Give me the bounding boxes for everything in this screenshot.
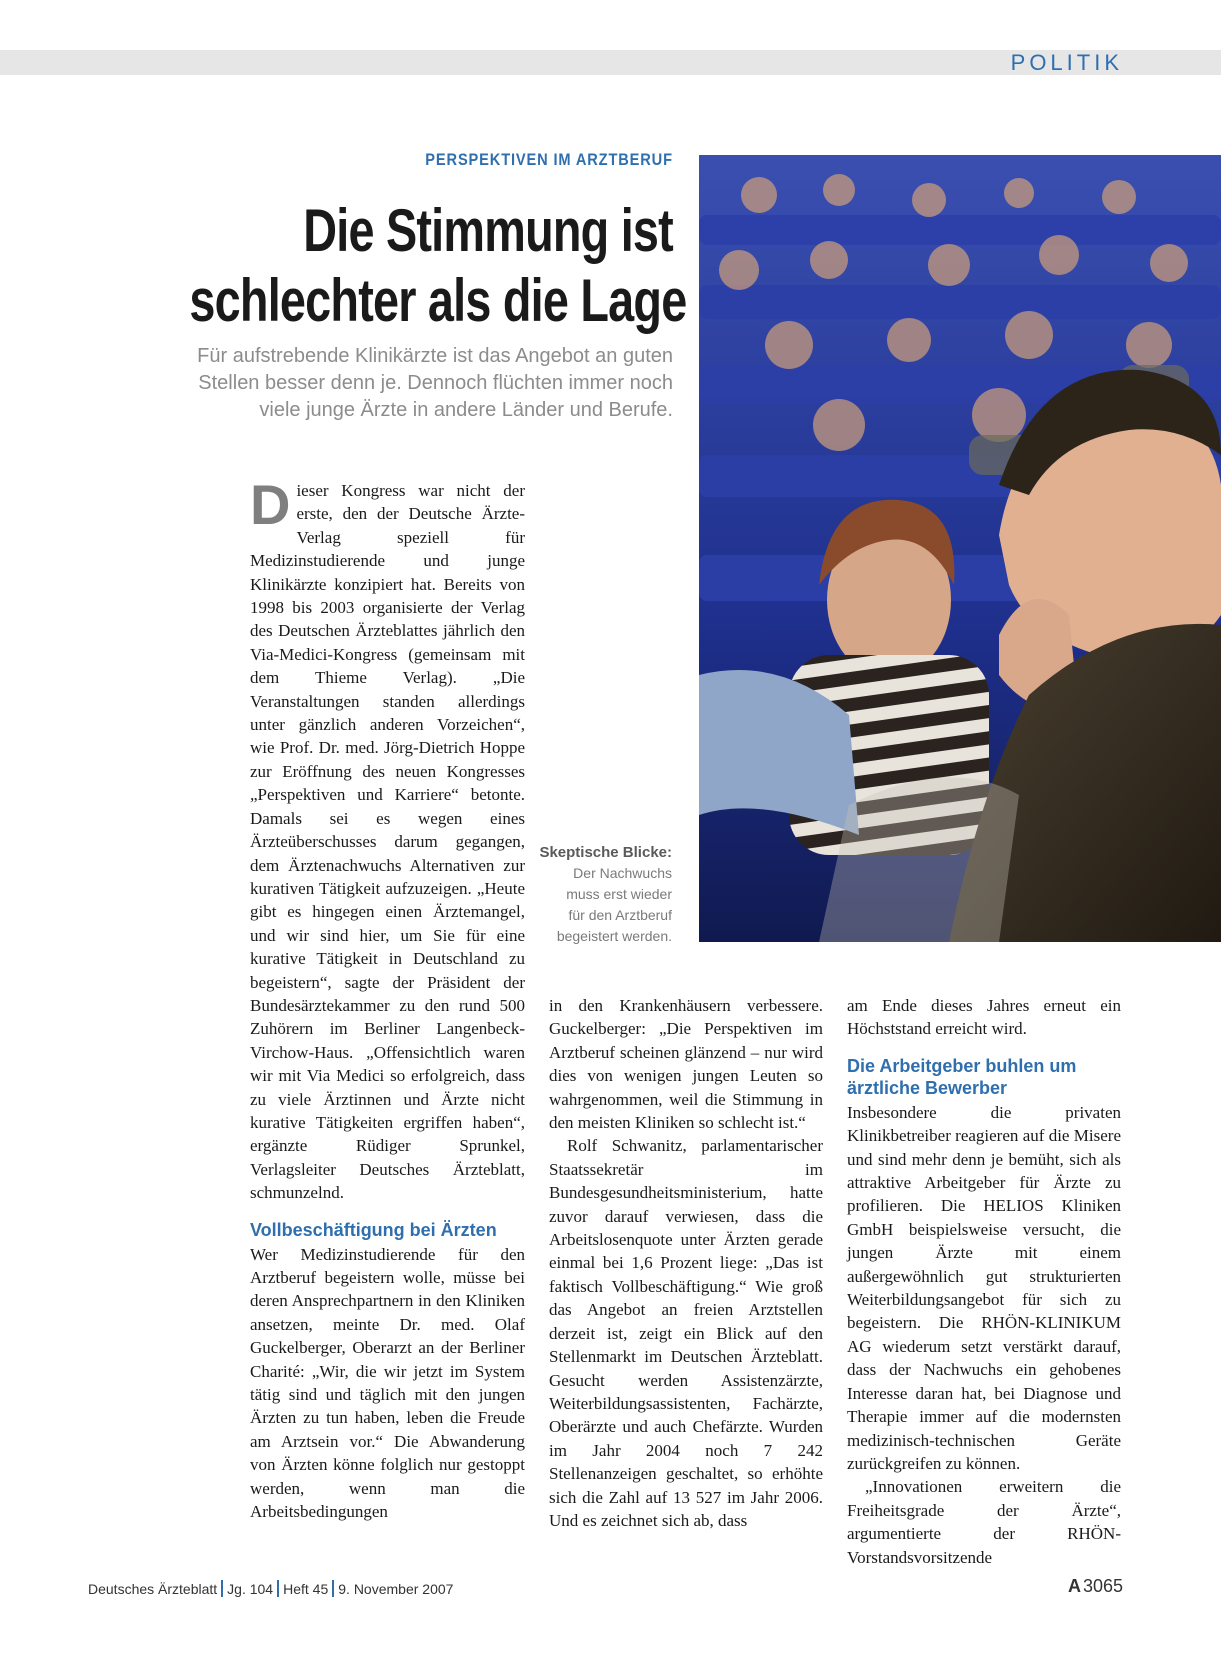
teaser-line-1: Für aufstrebende Klinikärzte ist das Angebot an guten <box>197 345 673 367</box>
page-footer <box>88 1580 453 1597</box>
paragraph: am Ende dieses Jahres erneut ein Höchststand erreicht wird. <box>847 996 1121 1039</box>
caption-title: Skeptische Blicke: <box>539 844 672 861</box>
paragraph: in den Krankenhäusern verbessere. Guckelberger: „Die Perspektiven im Arztberuf scheinen glänzend – nur wird dies von wenigen jungen Leuten so wahrgenommen, weil die Stimmung in den meisten Kliniken so schlecht ist.“ <box>549 996 823 1133</box>
journal-issue: Heft 45 <box>283 1581 329 1597</box>
page-number-value: 3065 <box>1082 1576 1123 1596</box>
section-label: POLITIK <box>1010 50 1123 75</box>
text-column-2 <box>549 994 823 1532</box>
article-photo <box>699 155 1221 942</box>
teaser-line-2: Stellen besser denn je. Dennoch flüchten immer noch <box>198 372 673 394</box>
text-column-3 <box>847 994 1121 1569</box>
headline-line-1: Die Stimmung ist <box>303 197 673 264</box>
caption-line-2: muss erst wieder <box>566 886 672 902</box>
caption-line-1: Der Nachwuchs <box>573 865 672 881</box>
teaser-line-3: viele junge Ärzte in andere Länder und Berufe. <box>259 399 673 421</box>
photo-caption <box>520 842 672 947</box>
divider <box>277 1580 279 1597</box>
subheading-line-2: ärztliche Bewerber <box>847 1077 1008 1098</box>
lecture-hall-photo <box>699 155 1221 942</box>
drop-cap: D <box>250 473 291 536</box>
caption-line-3: für den Arztberuf <box>568 907 672 923</box>
page-number <box>1068 1576 1123 1597</box>
subheading-line-1: Die Arbeitgeber buhlen um <box>847 1055 1077 1076</box>
subheading <box>847 1055 1121 1099</box>
paragraph: Insbesondere die privaten Klinikbetreiber reagieren auf die Misere und sind mehr denn je bemüht, sich als attraktive Arbeitgeber für Ärzte zu profilieren. Die HELIOS Kliniken GmbH beispielsweise versucht, die jungen Ärzte mit einem außergewöhnlich gut strukturierten Weiterbildungsangebot für sich zu begeistern. Die RHÖN-KLINIKUM AG wiederum setzt verstärkt darauf, dass der Nachwuchs ein gehobenes Interesse daran hat, bei Diagnose und Therapie immer auf die modernsten medizinisch-technischen Geräte zurückgreifen zu können. <box>847 1102 1121 1473</box>
divider <box>332 1580 334 1597</box>
text-column-1 <box>250 473 525 1523</box>
journal-name: Deutsches Ärzteblatt <box>88 1581 218 1597</box>
paragraph-text: ieser Kongress war nicht der erste, den der Deutsche Ärzte-Verlag speziell für Medizinstudierende und junge Klinikärzte konzipiert hat. Bereits von 1998 bis 2003 organisierte der Verlag des Deutschen Ärzteblattes jährlich den Via-Medici-Kongress (gemeinsam mit dem Thieme Verlag). „Die Veranstaltungen standen allerdings unter gänzlich anderen Vorzeichen“, wie Prof. Dr. med. Jörg-Dietrich Hoppe zur Eröffnung des neuen Kongresses „Perspektiven und Karriere“ betonte. Damals sei es wegen eines Ärzteüberschusses darum gegangen, dem Ärztenachwuchs Alternativen zur kurativen Tätigkeit aufzuzeigen. „Heute gibt es hingegen einen Ärztemangel, und wir sind hier, um Sie für eine kurative Tätigkeit in Deutschland zu begeistern“, sagte der Präsident der Bundesärztekammer zu den rund 500 Zuhörern im Berliner Langenbeck-Virchow-Haus. „Offensichtlich waren wir mit Via Medici so erfolgreich, dass zu viele Ärztinnen und Ärzte nicht kurative Tätigkeiten ergriffen haben“, ergänzte Rüdiger Sprunkel, Verlagsleiter Deutsches Ärzteblatt, schmunzelnd. <box>250 481 525 1203</box>
paragraph: Rolf Schwanitz, parlamentarischer Staatssekretär im Bundesgesundheitsministerium, hatte zuvor darauf verwiesen, dass die Arbeitslosenquote unter Ärzten gerade einmal bei 1,6 Prozent liege: „Das ist faktisch Vollbeschäftigung.“ Wie groß das Angebot an freien Arztstellen derzeit ist, zeigt ein Blick auf den Stellenmarkt im Deutschen Ärzteblatt. Gesucht werden Assistenzärzte, Weiterbildungsassistenten, Fachärzte, Oberärzte und auch Chefärzte. Wurden im Jahr 2004 noch 7 242 Stellenanzeigen geschaltet, so erhöhte sich die Zahl auf 13 527 im Jahr 2006. Und es zeichnet sich ab, dass <box>549 1136 823 1530</box>
caption-line-4: begeistert werden. <box>556 928 672 944</box>
journal-volume: Jg. 104 <box>227 1581 274 1597</box>
paragraph: „Innovationen erweitern die Freiheitsgrade der Ärzte“, argumentierte der RHÖN-Vorstandsvorsitzende <box>847 1477 1121 1567</box>
page-prefix: A <box>1067 1576 1081 1596</box>
subheading: Vollbeschäftigung bei Ärzten <box>250 1219 497 1240</box>
article-headline <box>189 196 687 336</box>
issue-date: 9. November 2007 <box>338 1581 454 1597</box>
article-kicker: PERSPEKTIVEN IM ARZTBERUF <box>425 150 673 169</box>
headline-line-2: schlechter als die Lage <box>189 267 687 334</box>
divider <box>221 1580 223 1597</box>
paragraph: Wer Medizinstudierende für den Arztberuf begeistern wolle, müsse bei deren Ansprechpartnern in den Kliniken ansetzen, meinte Dr. med. Olaf Guckelberger, Oberarzt an der Berliner Charité: „Wir, die wir jetzt im System tätig sind und täglich mit den jungen Ärzten zu tun haben, leben die Freude am Arztsein vor.“ Die Abwanderung von Ärzten könne folglich nur gestoppt werden, wenn man die Arbeitsbedingungen <box>250 1244 525 1522</box>
article-teaser <box>73 343 673 424</box>
paragraph <box>250 473 525 1205</box>
